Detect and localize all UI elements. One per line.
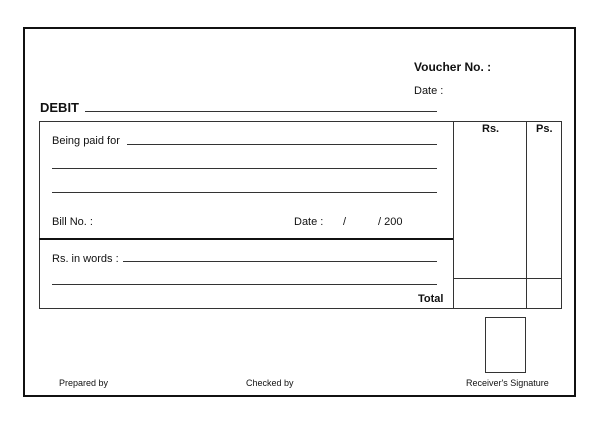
rs-in-words-label: Rs. in words :: [52, 253, 119, 265]
paise-column-header: Ps.: [536, 123, 553, 135]
total-row-divider: [453, 278, 562, 279]
voucher-no-label: Voucher No. :: [414, 60, 492, 74]
amount-column-divider: [453, 121, 454, 309]
paise-column-divider: [526, 121, 527, 309]
revenue-stamp-box[interactable]: [485, 317, 526, 373]
receiver-signature-label: Receiver's Signature: [466, 378, 549, 388]
bill-date-year: / 200: [378, 216, 403, 228]
particulars-table: [39, 121, 562, 309]
bill-date-separator: /: [343, 216, 347, 228]
debit-title: DEBIT: [40, 100, 79, 115]
bill-no-label: Bill No. :: [52, 216, 93, 228]
total-label: Total: [418, 293, 444, 305]
bill-date-label: Date :: [294, 216, 324, 228]
being-paid-for-label: Being paid for: [52, 135, 120, 147]
rs-in-words-line-1[interactable]: [123, 261, 437, 262]
being-paid-for-line-3[interactable]: [52, 192, 437, 193]
being-paid-for-line-1[interactable]: [127, 144, 437, 145]
date-label: Date :: [414, 85, 444, 97]
prepared-by-label: Prepared by: [59, 378, 109, 388]
rupees-column-header: Rs.: [482, 123, 500, 135]
debit-account-line[interactable]: [85, 111, 437, 112]
checked-by-label: Checked by: [246, 378, 294, 388]
words-section-divider: [39, 238, 453, 240]
being-paid-for-line-2[interactable]: [52, 168, 437, 169]
rs-in-words-line-2[interactable]: [52, 284, 437, 285]
